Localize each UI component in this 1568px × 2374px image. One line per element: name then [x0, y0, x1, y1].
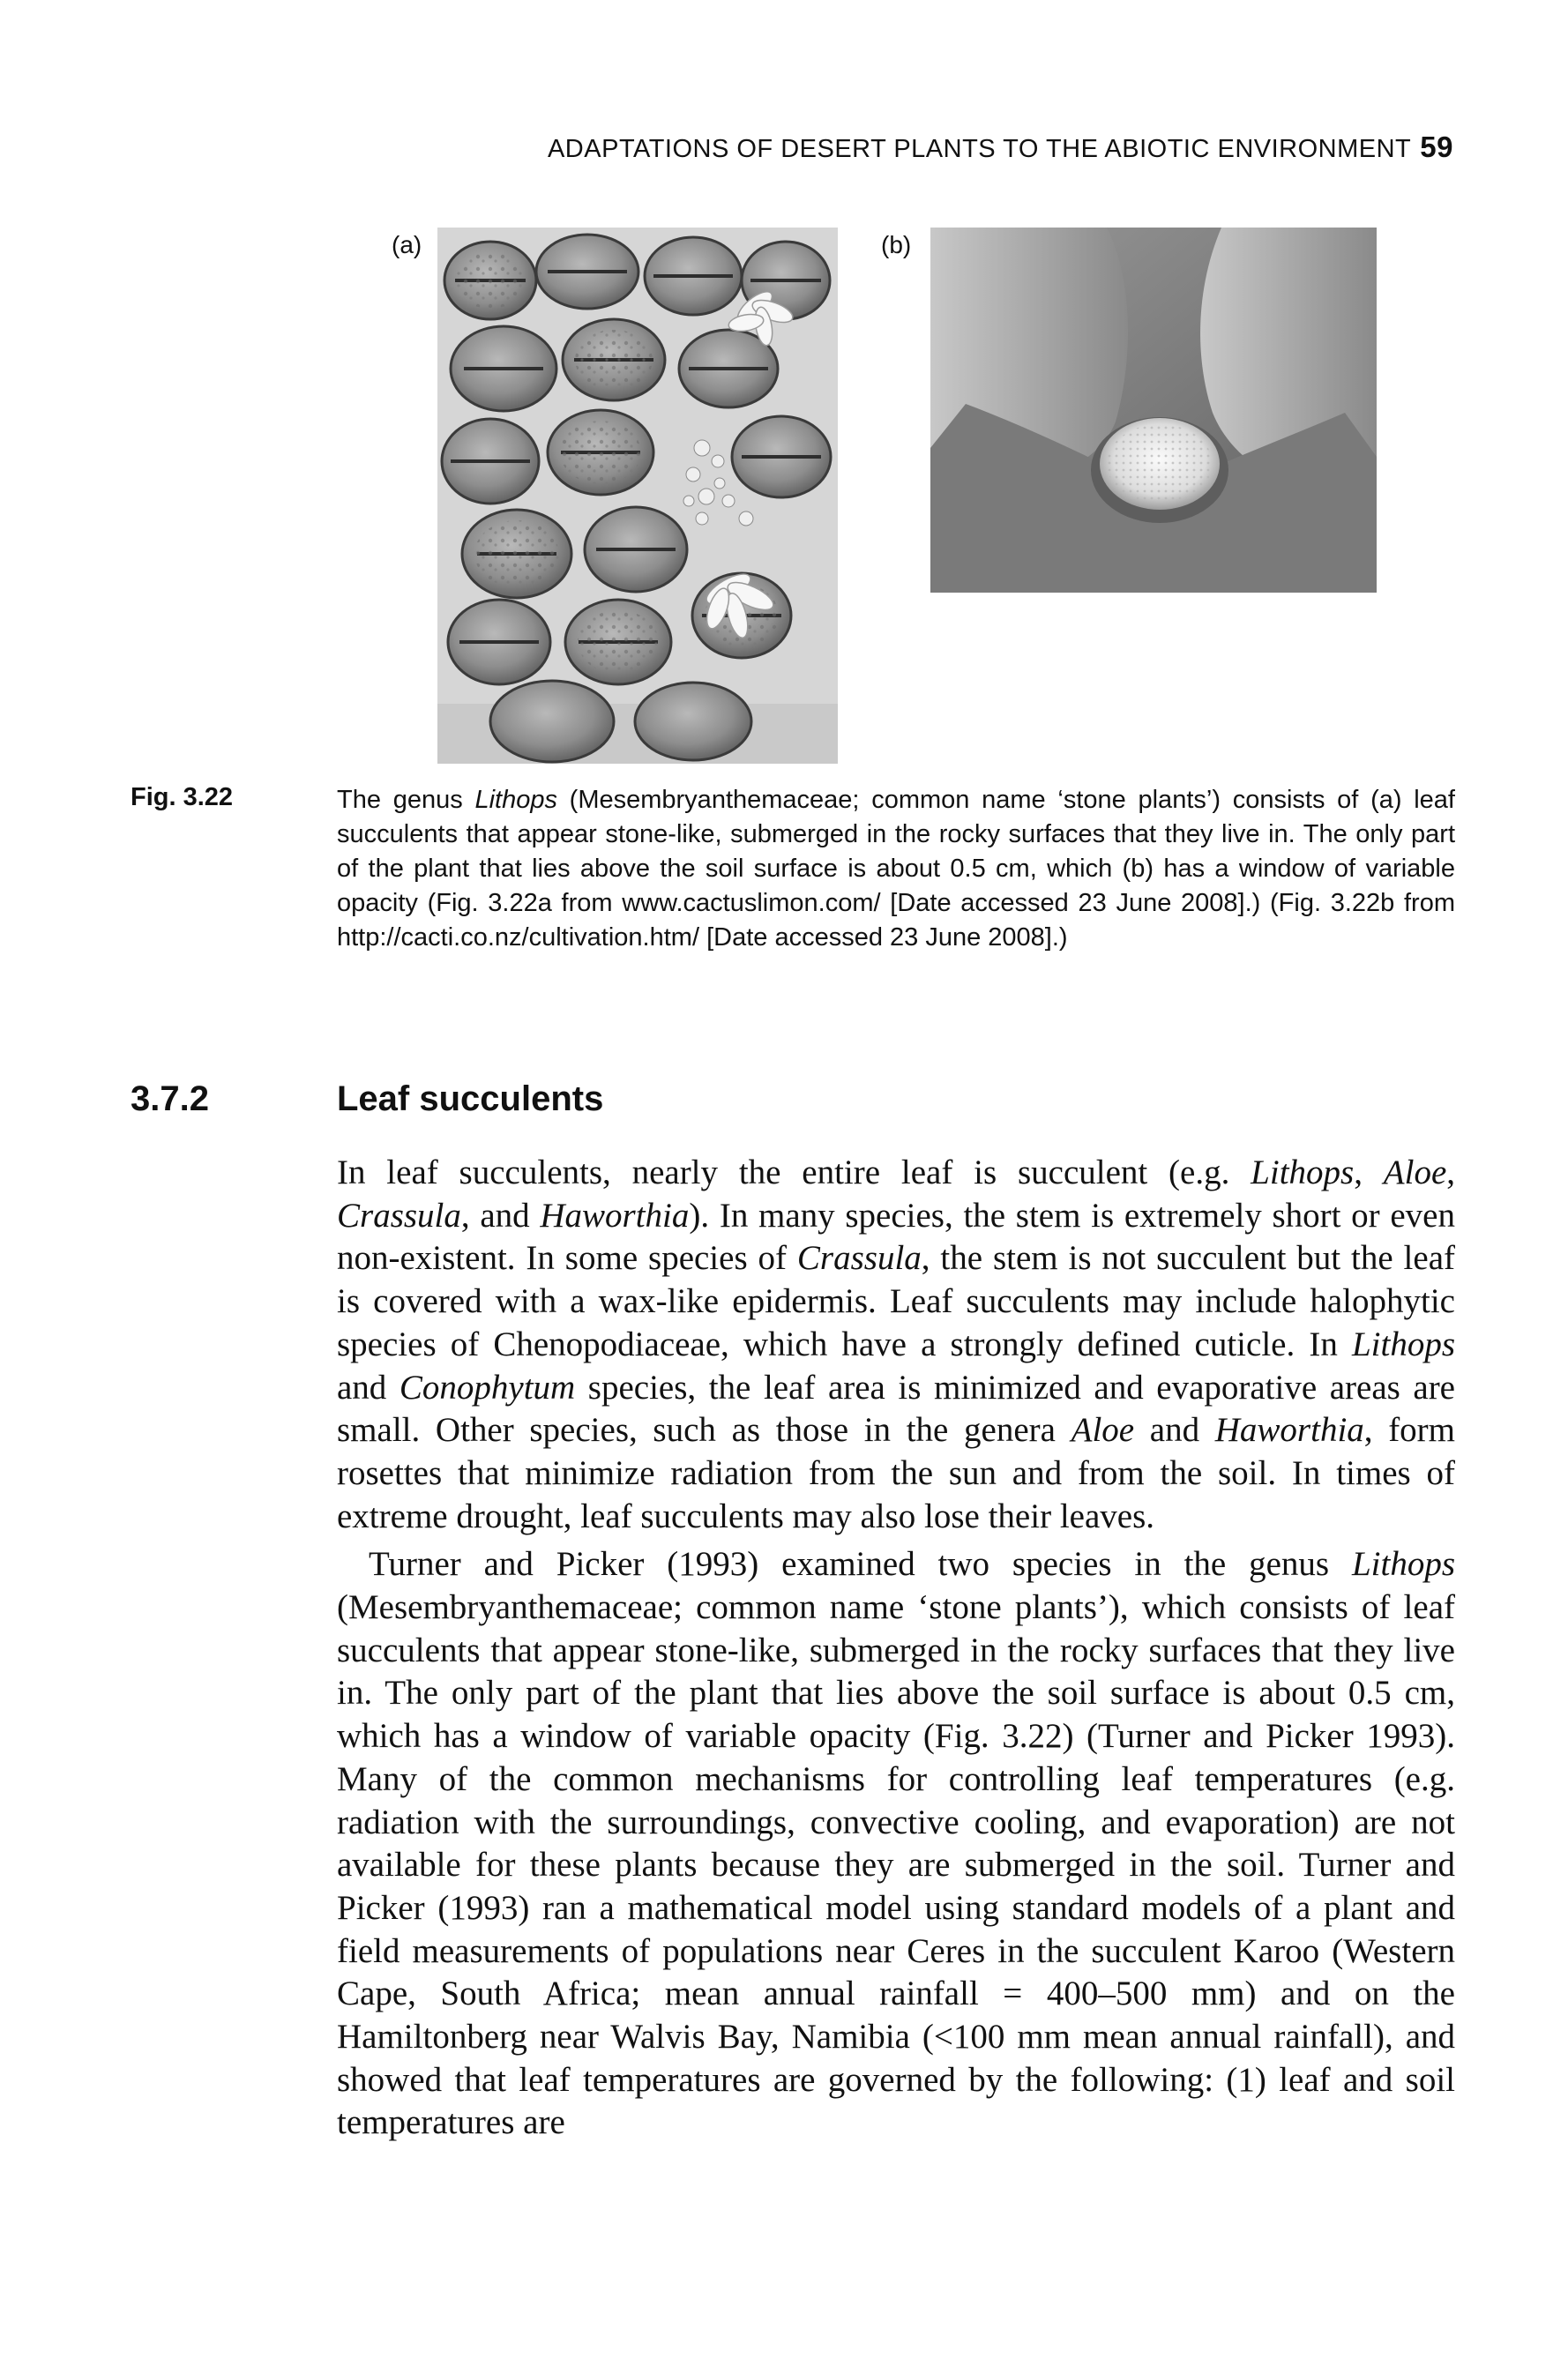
body-text	[337, 1152, 1455, 2145]
text-run: (Mesembryanthemaceae; common name ‘stone plants’), which consists of leaf succulents that appear stone-like, submerged in the rocky surfaces that they live in. The only part of the plant that lies above the soil surface is about 0.5 cm, which has a window of variable opacity (Fig. 3.22) (Turner and Picker 1993). Many of the common mechanisms for controlling leaf temperatures (e.g. radiation with the surroundings, convective cooling, and evaporation) are not available for these plants because they are submerged in the soil. Turner and Picker (1993) ran a mathematical model using standard models of a plant and field measurements of populations near Ceres in the succulent Karoo (Western Cape, South Africa; mean annual rainfall = 400–500 mm) and on the Hamiltonberg near Walvis Bay, Namibia (<100 mm mean annual rainfall), and showed that leaf temperatures are governed by the following: (1) leaf and soil temperatures are	[337, 1588, 1455, 2142]
caption-text: The genus	[337, 786, 475, 814]
running-title: ADAPTATIONS OF DESERT PLANTS TO THE ABIOTIC ENVIRONMENT	[547, 135, 1412, 163]
text-run: , the stem is not succulent but the leaf is covered with a wax-like epidermis. Leaf succulents may include halophytic species of Chenopodiaceae, which have a strongly defined cuticle. In	[337, 1239, 1455, 1363]
genus-name: Crassula	[796, 1239, 922, 1278]
section-number: 3.7.2	[131, 1079, 209, 1118]
genus-name: Lithops	[1351, 1325, 1455, 1363]
text-run: , and	[460, 1196, 541, 1235]
genus-name: Aloe	[1383, 1153, 1447, 1191]
section-title: Leaf succulents	[337, 1079, 604, 1118]
lithops-cluster-photo	[437, 228, 838, 764]
text-run: and	[337, 1368, 399, 1407]
genus-name: Haworthia	[1214, 1411, 1364, 1450]
genus-name: Lithops	[1251, 1153, 1355, 1191]
paragraph-2	[337, 1543, 1455, 2145]
figure-caption	[337, 783, 1455, 955]
text-run: Turner and Picker (1993) examined two species in the genus	[369, 1545, 1352, 1584]
lithops-window-photo	[930, 228, 1377, 593]
text-run: and	[1134, 1411, 1215, 1450]
genus-name: Haworthia	[540, 1196, 690, 1235]
panel-b-label: (b)	[881, 231, 912, 258]
figure-label: Fig. 3.22	[131, 783, 234, 811]
caption-text: (Mesembryanthemaceae; common name ‘stone plants’) consists of (a) leaf succulents that appear stone-like, submerged in the rocky surfaces that they live in. The only part of the plant that lies above the soil surface is about 0.5 cm, which (b) has a window of variable opacity (Fig. 3.22a from www.cactuslimon.com/ [Date accessed 23 June 2008].) (Fig. 3.22b from http://cacti.co.nz/cultivation.htm/ [Date accessed 23 June 2008].)	[337, 786, 1455, 952]
genus-name: Conophytum	[399, 1368, 576, 1407]
genus-name: Crassula	[337, 1196, 461, 1235]
text-run: ). In many species, the stem is extremely short or even non-existent. In some species of	[337, 1196, 1455, 1278]
panel-a-label: (a)	[392, 231, 422, 258]
text-run: , form rosettes that minimize radiation from the sun and from the soil. In times of extreme drought, leaf succulents may also lose their leaves.	[337, 1411, 1456, 1535]
genus-name: Aloe	[1071, 1411, 1135, 1450]
running-header	[0, 131, 1453, 164]
text-run: ,	[1354, 1153, 1384, 1191]
paragraph-1	[337, 1152, 1455, 1538]
genus-name: Lithops	[1351, 1545, 1455, 1584]
text-run: ,	[1446, 1153, 1455, 1191]
caption-genus: Lithops	[474, 786, 557, 814]
text-run: species, the leaf area is minimized and evaporative areas are small. Other species, such as those in the genera	[337, 1368, 1455, 1450]
page-number: 59	[1420, 131, 1453, 163]
text-run: In leaf succulents, nearly the entire leaf is succulent (e.g.	[337, 1153, 1251, 1191]
